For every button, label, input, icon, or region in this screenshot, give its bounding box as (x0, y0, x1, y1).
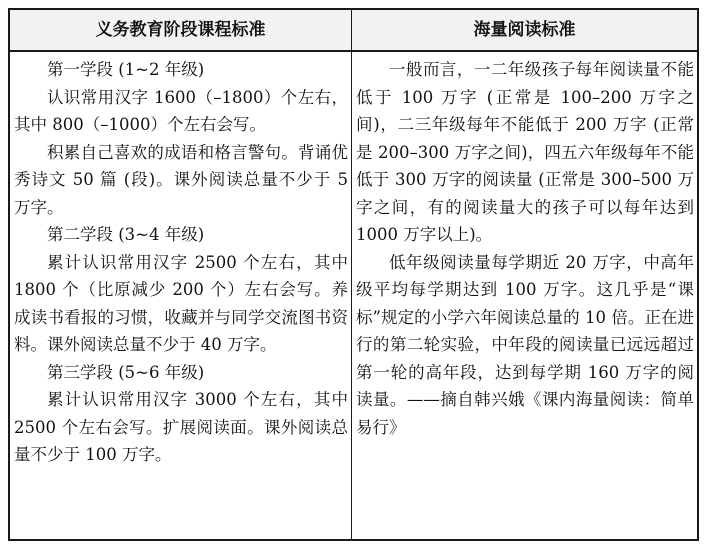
comparison-table (8, 8, 699, 541)
semester-reading-paragraph: 低年级阅读量每学期近 20 万字，中高年级平均每学期达到 100 万字。这几乎是“课标”规定的小学六年阅读总量的 10 倍。正在进行的第二轮实验，中年段的阅读量已远远超过第一轮的高年段，达到每学期 160 万字的阅读量。——摘自韩兴娥《课内海量阅读：简单易行》 (356, 252, 694, 437)
stage-three-heading: 第三学段 (5~6 年级) (47, 362, 205, 382)
stage-three-text: 累计认识常用汉字 3000 个左右，其中 2500 个左右会写。扩展阅读面。课外阅读总量不少于 100 万字。 (14, 390, 348, 464)
mass-reading-column (356, 56, 694, 441)
curriculum-standard-column (14, 56, 348, 469)
header-divider (10, 50, 697, 52)
stage-one-characters: 认识常用汉字 1600（–1800）个左右，其中 800（–1000）个左右会写。 (14, 87, 348, 134)
stage-one-reading: 积累自己喜欢的成语和格言警句。背诵优秀诗文 50 篇 (段)。课外阅读总量不少于 5 万字。 (14, 142, 348, 217)
header-mass-reading-standard: 海量阅读标准 (352, 10, 697, 50)
header-curriculum-standard: 义务教育阶段课程标准 (10, 10, 351, 50)
stage-one-heading: 第一学段 (1~2 年级) (47, 60, 205, 79)
stage-two-heading: 第二学段 (3~4 年级) (47, 225, 205, 244)
annual-reading-paragraph: 一般而言，一二年级孩子每年阅读量不能低于 100 万字 (正常是 100–200 万字之间)，二三年级每年不能低于 200 万字 (正常是 200–300 万字之间)，四五六年级每年不能低于 300 万字的阅读量 (正常是 300–500 万字之间，有的阅读量大的孩子可以每年达到 1000 万字以上)。 (356, 60, 694, 244)
stage-two-text: 累计认识常用汉字 2500 个左右，其中 1800 个（比原减少 200 个）左右会写。养成读书看报的习惯，收藏并与同学交流图书资料。课外阅读总量不少于 40 万字。 (14, 252, 348, 354)
column-divider (351, 10, 352, 539)
